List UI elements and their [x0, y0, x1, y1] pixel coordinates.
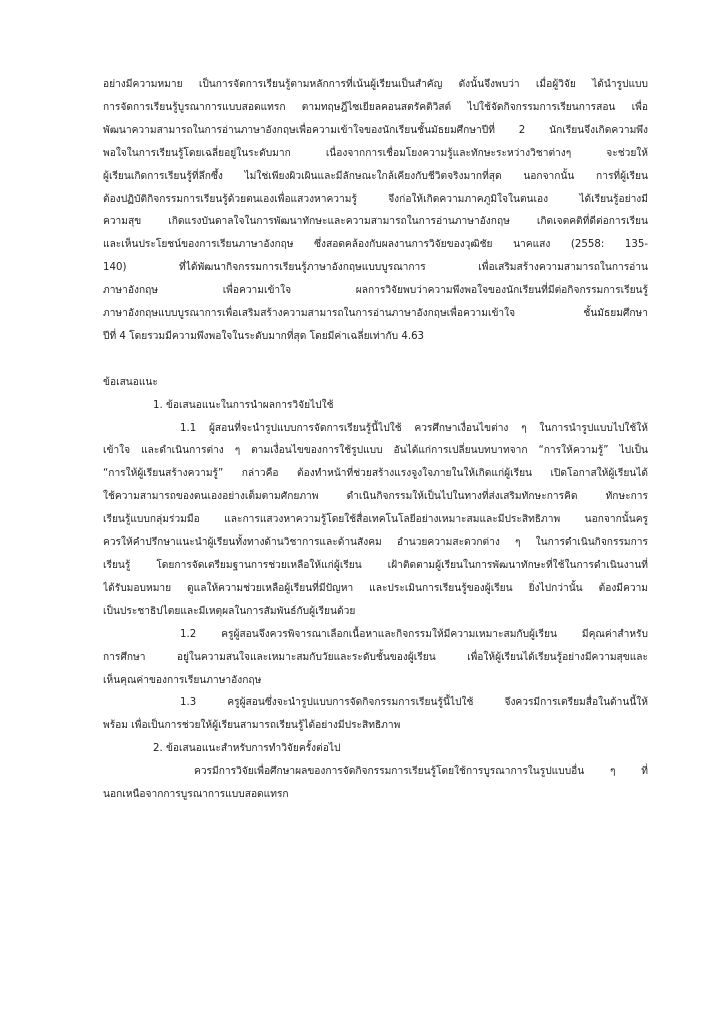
- paragraph-line: 1.1 ผู้สอนที่จะนำรูปแบบการจัดการเรียนรู้นี้ไปใช้ ควรศึกษาเงื่อนไขต่าง ๆ ในการนำรูปแบบไปใช้ให้: [180, 422, 648, 434]
- paragraph-line: 1.3 ครูผู้สอนซึ่งจะนำรูปแบบการจัดกิจกรรมการเรียนรู้นี้ไปใช้ จึงควรมีการเตรียมสื่อในด้านนี้ให้: [180, 697, 648, 709]
- paragraph-line: อย่างมีความหมาย เป็นการจัดการเรียนรู้ตามหลักการที่เน้นผู้เรียนเป็นสำคัญ ดังนั้นจึงพบว่า เมื่อผู้วิจัย ได้นำรูปแบบ: [103, 79, 648, 90]
- paragraph-line: เป็นประชาธิปไตยและมีเหตุผลในการสัมพันธ์กับผู้เรียนด้วย: [103, 605, 356, 617]
- recommendation-1-1: [103, 418, 648, 624]
- paragraph-line: การจัดการเรียนรู้บูรณาการแบบสอดแทรก ตามทฤษฎีไซเยียลคอนสตรัคติวิสต์ ไปใช้จัดกิจกรรมการเรียนการสอน เพื่อ: [103, 101, 648, 113]
- recommendation-1-3: [103, 692, 648, 738]
- spacer: [103, 349, 648, 372]
- paragraph-line: เข้าใจ และดำเนินการต่าง ๆ ตามเงื่อนไขของการใช้รูปแบบ อันได้แก่การเปลี่ยนบทบาทจาก “การให้ความรู้” ไปเป็น: [103, 445, 648, 457]
- subsection-heading-1: 1. ข้อเสนอแนะในการนำผลการวิจัยไปใช้: [153, 399, 334, 411]
- recommendation-2: [103, 761, 648, 807]
- paragraph-line: ความสุข เกิดแรงบันดาลใจในการพัฒนาทักษะและความสามารถในการอ่านภาษาอังกฤษ เกิดเจตคติที่ดีต่อการเรียน: [103, 216, 648, 228]
- paragraph-line: ควรมีการวิจัยเพื่อศึกษาผลของการจัดกิจกรรมการเรียนรู้โดยใช้การบูรณาการในรูปแบบอื่น ๆ ที่: [194, 766, 648, 778]
- paragraph-line: พร้อม เพื่อเป็นการช่วยให้ผู้เรียนสามารถเรียนรู้ได้อย่างมีประสิทธิภาพ: [103, 720, 401, 732]
- paragraph-line: เห็นคุณค่าของการเรียนภาษาอังกฤษ: [103, 674, 262, 686]
- paragraph-line: ผู้เรียนเกิดการเรียนรู้ที่ลึกซึ้ง ไม่ใช่เพียงผิวเผินและมีลักษณะใกล้เคียงกับชีวิตจริงมากที่สุด นอกจากนั้น การที่ผู้เรียน: [103, 170, 648, 182]
- discussion-paragraph: [103, 74, 648, 349]
- paragraph-line: และเห็นประโยชน์ของการเรียนภาษาอังกฤษ ซึ่งสอดคล้องกับผลงานการวิจัยของวุฒิชัย นาคแสง (2558: 135-: [103, 239, 648, 251]
- paragraph-line: ภาษาอังกฤษแบบบูรณาการเพื่อเสริมสร้างความสามารถในการอ่านภาษาอังกฤษเพื่อความเข้าใจ ชั้นมัธยมศึกษา: [103, 308, 648, 320]
- paragraph-line: ควรให้คำปรึกษาแนะนำผู้เรียนทั้งทางด้านวิชาการและด้านสังคม อำนวยความสะดวกต่าง ๆ ในการดำเนินกิจกรรมการ: [103, 537, 648, 549]
- paragraph-line: นอกเหนือจากการบูรณาการแบบสอดแทรก: [103, 789, 289, 801]
- paragraph-line: ใช้ความสามารถของตนเองอย่างเต็มตามศักยภาพ ดำเนินกิจกรรมให้เป็นไปในทางที่ส่งเสริมทักษะการคิด ทักษะการ: [103, 491, 648, 503]
- subsection-heading-2: 2. ข้อเสนอแนะสำหรับการทำวิจัยครั้งต่อไป: [153, 743, 341, 755]
- paragraph-line: “การให้ผู้เรียนสร้างความรู้” กล่าวคือ ต้องทำหน้าที่ช่วยสร้างแรงจูงใจภายในให้เกิดแก่ผู้เรียน เปิดโอกาสให้ผู้เรียนได้: [103, 468, 648, 480]
- paragraph-line: พอใจในการเรียนรู้โดยเฉลี่ยอยู่ในระดับมาก เนื่องจากการเชื่อมโยงความรู้และทักษะระหว่างวิชาต่างๆ จะช่วยให้: [103, 147, 648, 159]
- paragraph-line: 1.2 ครูผู้สอนจึงควรพิจารณาเลือกเนื้อหาและกิจกรรมให้มีความเหมาะสมกับผู้เรียน มีคุณค่าสำหรับ: [180, 628, 648, 640]
- recommendation-1-2: [103, 624, 648, 693]
- paragraph-line: ภาษาอังกฤษ เพื่อความเข้าใจ ผลการวิจัยพบว่าความพึงพอใจของนักเรียนที่มีต่อกิจกรรมการเรียนรู้: [103, 285, 648, 297]
- paragraph-line: ปีที่ 4 โดยรวมมีความพึงพอใจในระดับมากที่สุด โดยมีค่าเฉลี่ยเท่ากับ 4.63: [103, 330, 425, 342]
- paragraph-line: 140) ที่ได้พัฒนากิจกรรมการเรียนรู้ภาษาอังกฤษแบบบูรณาการ เพื่อเสริมสร้างความสามารถในการอ่าน: [103, 262, 648, 274]
- paragraph-line: ได้รับมอบหมาย ดูแลให้ความช่วยเหลือผู้เรียนที่มีปัญหา และประเมินการเรียนรู้ของผู้เรียน ยิ่งไปกว่านั้น ต้องมีความ: [103, 582, 648, 594]
- paragraph-line: การศึกษา อยู่ในความสนใจและเหมาะสมกับวัยและระดับชั้นของผู้เรียน เพื่อให้ผู้เรียนได้เรียนรู้อย่างมีความสุขและ: [103, 651, 648, 663]
- paragraph-line: ต้องปฏิบัติกิจกรรมการเรียนรู้ด้วยตนเองเพื่อแสวงหาความรู้ จึงก่อให้เกิดความภาคภูมิใจในตนเอง ได้เรียนรู้อย่างมี: [103, 193, 648, 205]
- paragraph-line: เรียนรู้ โดยการจัดเตรียมฐานการช่วยเหลือให้แก่ผู้เรียน เฝ้าติดตามผู้เรียนในการพัฒนาทักษะที่ใช้ในการดำเนินงานที่: [103, 560, 648, 572]
- paragraph-line: พัฒนาความสามารถในการอ่านภาษาอังกฤษเพื่อความเข้าใจของนักเรียนชั้นมัธยมศึกษาปีที่ 2 นักเรียนจึงเกิดความพึง: [103, 124, 648, 136]
- paragraph-line: เรียนรู้แบบกลุ่มร่วมมือ และการแสวงหาความรู้โดยใช้สื่อเทคโนโลยีอย่างเหมาะสมและมีประสิทธิภาพ นอกจากนั้นครู: [103, 514, 648, 526]
- section-heading: ข้อเสนอแนะ: [103, 376, 158, 388]
